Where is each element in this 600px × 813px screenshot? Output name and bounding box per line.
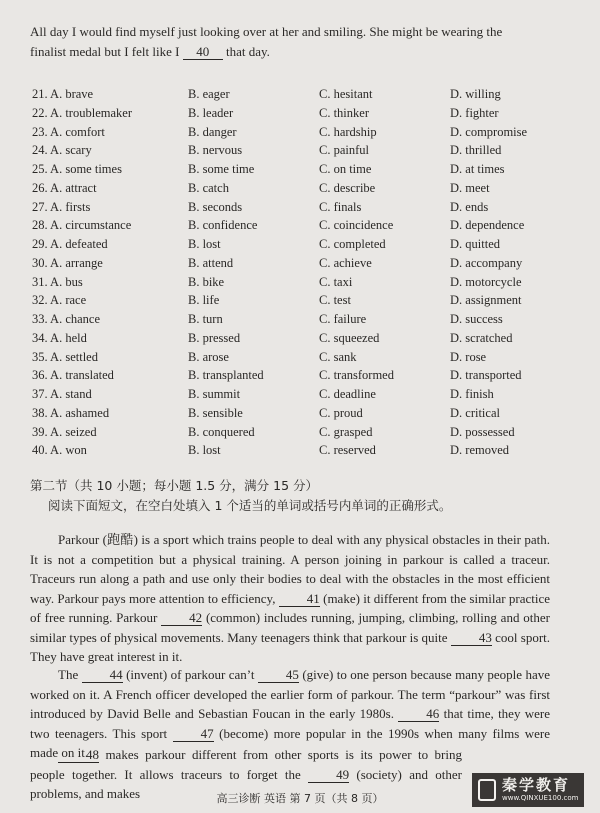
option-b: B. lost <box>188 443 221 458</box>
option-a: 37. A. stand <box>32 387 92 401</box>
option-c: C. hesitant <box>319 87 373 101</box>
option-row <box>32 387 552 406</box>
option-row <box>32 143 552 162</box>
option-b: B. lost <box>188 237 221 251</box>
option-row <box>32 350 552 369</box>
blank-45: 45 <box>258 668 299 683</box>
option-a: 24. A. scary <box>32 143 92 158</box>
option-d: D. accompany <box>450 255 523 270</box>
blank-47: 47 <box>173 727 214 742</box>
option-c: C. coincidence <box>319 218 394 233</box>
option-row <box>32 200 552 219</box>
option-a: 26. A. attract <box>32 180 97 195</box>
intro-line-2 <box>30 42 550 62</box>
option-a: 22. A. troublemaker <box>32 105 132 120</box>
option-d: D. success <box>450 312 503 326</box>
option-d: D. at times <box>450 162 505 176</box>
option-b: B. sensible <box>188 405 243 420</box>
option-d: D. rose <box>450 349 487 364</box>
option-row <box>32 312 552 331</box>
passage-text: (make) it different from the similar practice of free running. Parkour <box>30 590 550 625</box>
page-footer: 高三诊断 英语 第 7 页（共 8 页） <box>216 792 384 805</box>
option-a: 39. A. seized <box>32 424 97 439</box>
option-b: B. confidence <box>188 218 258 233</box>
option-b: B. summit <box>188 387 241 401</box>
option-row <box>32 162 552 181</box>
option-c: C. proud <box>319 405 363 420</box>
option-c: C. squeezed <box>319 330 380 345</box>
option-a: 32. A. race <box>32 293 87 308</box>
option-c: C. on time <box>319 162 372 176</box>
option-c: C. test <box>319 293 351 308</box>
option-c: C. sank <box>319 349 357 364</box>
option-row <box>32 406 552 425</box>
option-a: 21. A. brave <box>32 87 94 101</box>
option-b: B. arose <box>188 349 229 364</box>
option-a: 27. A. firsts <box>32 199 91 214</box>
option-a: 36. A. translated <box>32 368 114 383</box>
option-d: D. possessed <box>450 424 515 439</box>
blank-46: 46 <box>398 707 439 722</box>
option-b: B. attend <box>188 255 234 270</box>
option-d: D. quitted <box>450 237 500 251</box>
option-row <box>32 256 552 275</box>
option-b: B. catch <box>188 180 229 195</box>
option-c: C. failure <box>319 312 367 326</box>
option-c: C. describe <box>319 180 376 195</box>
option-row <box>32 275 552 294</box>
option-b: B. nervous <box>188 143 243 158</box>
option-row <box>32 293 552 312</box>
option-b: B. leader <box>188 105 234 120</box>
option-b: B. turn <box>188 312 223 326</box>
intro-line-1: All day I would find myself just looking over at her and smiling. She might be wearing the <box>30 24 503 39</box>
option-d: D. thrilled <box>450 143 502 158</box>
option-row <box>32 218 552 237</box>
option-row <box>32 368 552 387</box>
option-row <box>32 237 552 256</box>
option-b: B. some time <box>188 162 255 176</box>
blank-41: 41 <box>279 592 320 607</box>
option-c: C. painful <box>319 143 369 158</box>
passage-text: cool sport. They have great interest in it. <box>30 629 551 664</box>
option-d: D. removed <box>450 443 510 458</box>
option-d: D. finish <box>450 387 494 401</box>
passage-text: (society) and other problems, and makes <box>30 766 462 801</box>
option-row <box>32 425 552 444</box>
passage-text: (invent) of parkour can’t <box>126 667 255 682</box>
option-d: D. dependence <box>450 218 525 233</box>
option-row <box>32 181 552 200</box>
option-d: D. meet <box>450 180 490 195</box>
option-d: D. compromise <box>450 124 528 139</box>
option-a: 33. A. chance <box>32 312 101 326</box>
section-instruction: 阅读下面短文，在空白处填入 1 个适当的单词或括号内单词的正确形式。 <box>48 498 452 513</box>
option-b: B. transplanted <box>188 368 264 383</box>
option-b: B. pressed <box>188 330 241 345</box>
logo-text <box>502 777 578 803</box>
passage-text: (common) includes running, jumping, climbing, rolling and other similar types of physical movements. Many teenagers think that parkour is quite <box>30 610 550 645</box>
passage-paragraph-1 <box>30 530 550 667</box>
blank-40: 40 <box>183 45 223 60</box>
passage-text: (give) to one person because many people have worked on it. A French officer developed the earlier form of parkour. The term “parkour” was first introduced by David Belle and Sebastian Foucan in the early 1980s. <box>30 667 551 721</box>
option-a: 25. A. some times <box>32 162 122 176</box>
option-a: 28. A. circumstance <box>32 218 132 233</box>
intro-text: finalist medal but I felt like I <box>30 43 180 59</box>
logo-url: www.QINXUE100.com <box>502 794 579 802</box>
option-d: D. assignment <box>450 293 522 308</box>
option-b: B. danger <box>188 124 237 139</box>
passage-text: makes parkour different from other sports is its power to bring people together. It allows traceurs to forget the <box>30 747 462 782</box>
blank-42: 42 <box>161 611 202 626</box>
passage-text: The <box>58 667 79 682</box>
passage-text: Parkour (跑酷) is a sport which trains people to deal with any physical obstacles in their path. It is not a competition but a physical training. A person joining in parkour is called a traceur. Traceurs run along a path and use only their bodies to deal with the obstacles in the most efficient way. Parkour pays more attention to efficiency, <box>30 532 550 606</box>
option-d: D. transported <box>450 368 522 383</box>
blank-48: 48 <box>58 748 99 763</box>
option-a: 40. A. won <box>32 443 87 458</box>
logo-name: 秦学教育 <box>502 776 571 794</box>
option-row <box>32 125 552 144</box>
option-row <box>32 331 552 350</box>
option-d: D. motorcycle <box>450 274 522 289</box>
option-b: B. seconds <box>188 199 243 214</box>
option-c: C. taxi <box>319 274 353 289</box>
option-c: C. deadline <box>319 387 376 401</box>
option-b: B. life <box>188 293 220 308</box>
option-c: C. grasped <box>319 424 373 439</box>
option-a: 35. A. settled <box>32 349 98 364</box>
option-c: C. thinker <box>319 105 369 120</box>
option-d: D. willing <box>450 87 501 101</box>
intro-paragraph <box>30 22 550 61</box>
option-d: D. critical <box>450 405 500 420</box>
option-row <box>32 87 552 106</box>
section-title: 第二节（共 10 小题；每小题 1.5 分，满分 15 分） <box>30 478 319 493</box>
option-a: 29. A. defeated <box>32 237 108 251</box>
option-c: C. finals <box>319 199 362 214</box>
logo-icon <box>478 779 496 801</box>
option-d: D. fighter <box>450 105 499 120</box>
blank-44: 44 <box>82 668 123 683</box>
passage-text: that time, they were two teenagers. This sport <box>30 706 551 741</box>
option-a: 34. A. held <box>32 330 87 345</box>
option-d: D. scratched <box>450 330 513 345</box>
brand-logo <box>472 773 584 807</box>
option-b: B. bike <box>188 274 225 289</box>
option-b: B. conquered <box>188 424 255 439</box>
passage-text: (become) more popular in the 1990s when many films were made on it. <box>30 725 551 760</box>
option-a: 38. A. ashamed <box>32 405 110 420</box>
intro-text-end: that day. <box>225 43 270 59</box>
option-row <box>32 443 552 462</box>
option-c: C. transformed <box>319 368 394 383</box>
option-c: C. hardship <box>319 124 377 139</box>
option-c: C. completed <box>319 237 386 251</box>
blank-49: 49 <box>308 768 349 783</box>
blank-43: 43 <box>451 631 492 646</box>
option-a: 30. A. arrange <box>32 255 103 270</box>
option-c: C. achieve <box>319 255 372 270</box>
option-a: 23. A. comfort <box>32 124 105 139</box>
option-row <box>32 106 552 125</box>
option-b: B. eager <box>188 87 230 101</box>
option-d: D. ends <box>450 199 489 214</box>
option-a: 31. A. bus <box>32 274 83 289</box>
option-c: C. reserved <box>319 443 376 458</box>
